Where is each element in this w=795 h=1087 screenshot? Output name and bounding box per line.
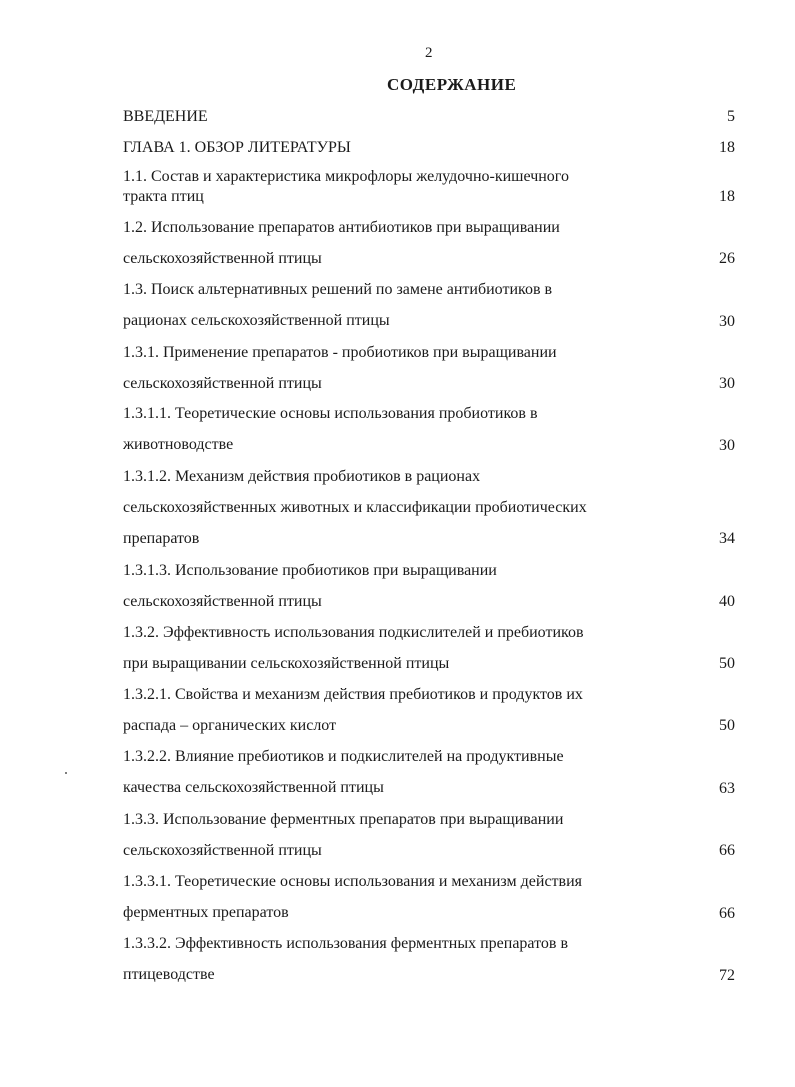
toc-page-number: 30 [719,313,735,330]
page-title: СОДЕРЖАНИЕ [387,75,517,94]
toc-entry-chapter-1 [123,132,653,163]
toc-entry-1-3-3-2 [123,928,653,990]
toc-entry-line: птицеводстве [123,966,215,983]
toc-entry-line: сельскохозяйственной птицы [123,842,322,859]
toc-entry-1-3-3 [123,804,653,866]
toc-page-number: 50 [719,717,735,734]
toc-entry-line: 1.3.2.1. Свойства и механизм действия пребиотиков и продуктов их [123,686,583,703]
toc-entry-line: сельскохозяйственной птицы [123,250,322,267]
toc-entry-line: ферментных препаратов [123,904,289,921]
toc-entry-line: 1.3.3. Использование ферментных препаратов при выращивании [123,811,564,828]
toc-entry-1-3-2-1 [123,679,653,741]
toc-entry-line: 1.1. Состав и характеристика микрофлоры желудочно-кишечного [123,168,569,185]
toc-entry-line: 1.2. Использование препаратов антибиотиков при выращивании [123,219,560,236]
toc-page-number: 34 [719,530,735,547]
toc-page-number: 30 [719,375,735,392]
toc-entry-1-2 [123,212,653,274]
toc-entry-line: сельскохозяйственной птицы [123,375,322,392]
toc-entry-line: рационах сельскохозяйственной птицы [123,312,390,329]
toc-entry-line: 1.3. Поиск альтернативных решений по замене антибиотиков в [123,281,553,298]
toc-entry-introduction [123,101,653,132]
toc-entry-line: сельскохозяйственной птицы [123,593,322,610]
toc-page-number: 5 [727,108,735,125]
toc-entry-line: 1.3.1.1. Теоретические основы использования пробиотиков в [123,405,538,422]
toc-entry-line: 1.3.3.1. Теоретические основы использования и механизм действия [123,873,583,890]
toc-entry-line: тракта птиц [123,188,204,205]
page-number: 2 [425,45,433,61]
toc-page-number: 26 [719,250,735,267]
toc-entry-line: животноводстве [123,436,234,453]
toc-entry-line: 1.3.2.2. Влияние пребиотиков и подкислителей на продуктивные [123,748,564,765]
toc-entry-1-3-2-2 [123,741,653,803]
toc-entry-line: при выращивании сельскохозяйственной птицы [123,655,450,672]
toc-entry-1-3-1 [123,337,653,399]
toc-page-number: 72 [719,967,735,984]
toc-entry-1-3-1-3 [123,555,653,617]
toc-entry-line: 1.3.3.2. Эффективность использования ферментных препаратов в [123,935,569,952]
toc-entry-line: 1.3.1. Применение препаратов - пробиотиков при выращивании [123,344,557,361]
toc-page-number: 18 [719,139,735,156]
toc-page-number: 66 [719,905,735,922]
toc-page-number: 50 [719,655,735,672]
toc-entry-line: сельскохозяйственных животных и классификации пробиотических [123,499,587,516]
toc-entry-1-3-2 [123,617,653,679]
toc-page-number: 30 [719,437,735,454]
toc-page-number: 18 [719,188,735,205]
toc-entry-line: качества сельскохозяйственной птицы [123,779,384,796]
toc-entry-1-3-3-1 [123,866,653,928]
toc-entry-1-3-1-2 [123,461,653,554]
toc-entry-line: 1.3.2. Эффективность использования подкислителей и пребиотиков [123,624,584,641]
toc-page-number: 66 [719,842,735,859]
toc-entry-line: препаратов [123,530,200,547]
toc-entry-line: 1.3.1.3. Использование пробиотиков при выращивании [123,562,497,579]
toc-page-number: 63 [719,780,735,797]
toc-entry-line: распада – органических кислот [123,717,337,734]
toc-entry-1-3-1-1 [123,398,653,460]
toc-page-number: 40 [719,593,735,610]
toc-entry-line: ВВЕДЕНИЕ [123,108,208,125]
toc-entry-line: ГЛАВА 1. ОБЗОР ЛИТЕРАТУРЫ [123,139,351,156]
toc-entry-line: 1.3.1.2. Механизм действия пробиотиков в рационах [123,468,481,485]
toc-entry-1-3 [123,274,653,336]
toc-entry-1-1 [123,167,653,207]
